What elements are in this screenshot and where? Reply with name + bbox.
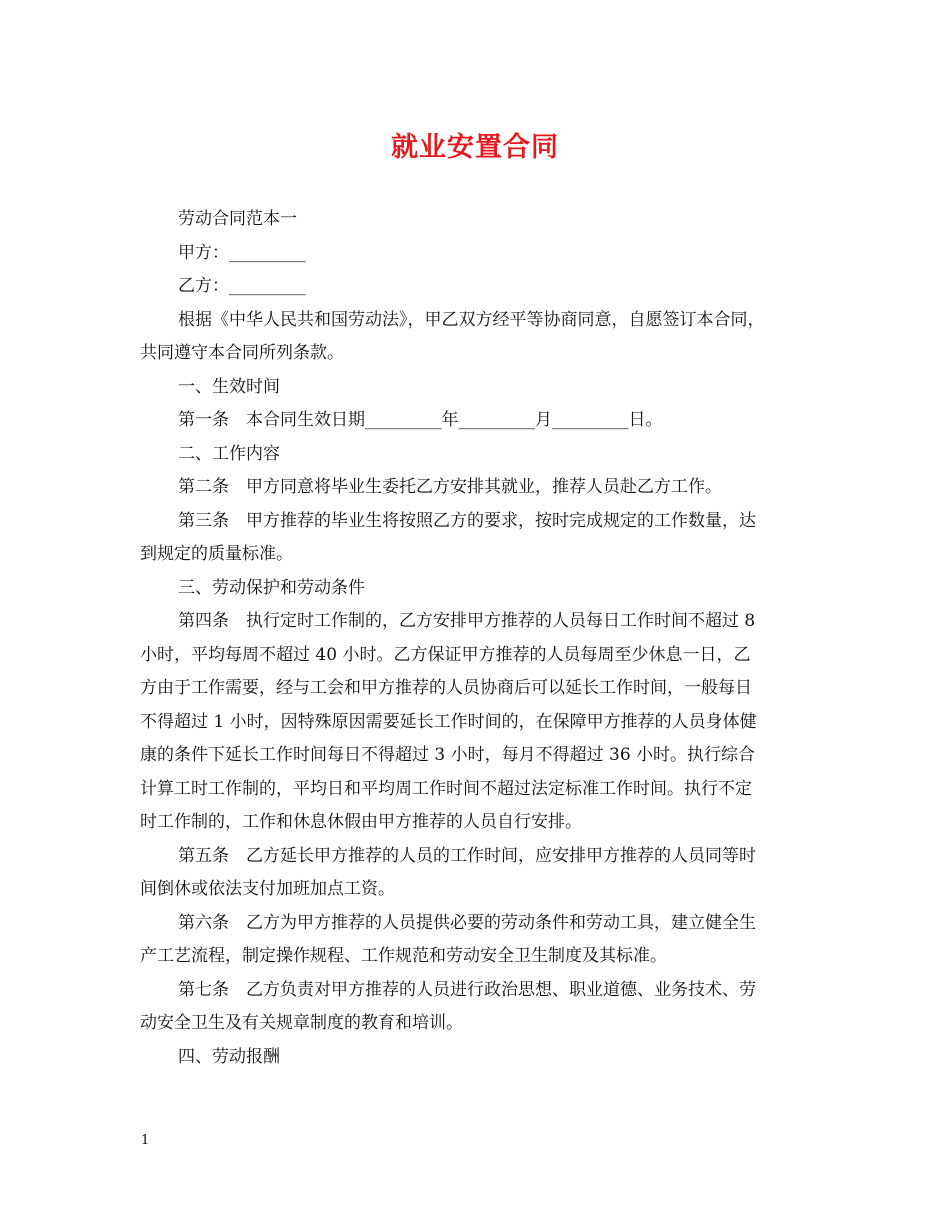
text-line: 方由于工作需要，经与工会和甲方推荐的人员协商后可以延长工作时间，一般每日 xyxy=(140,678,752,698)
text-line: 计算工时工作制的，平均日和平均周工作时间不超过法定标准工作时间。执行不定 xyxy=(140,778,752,799)
text-line: 一、生效时间 xyxy=(178,376,280,397)
text-line: 康的条件下延长工作时间每日不得超过 3 小时，每月不得超过 36 小时。执行综合 xyxy=(140,745,756,765)
text-line: 甲方：_________ xyxy=(178,242,306,263)
text-line: 根据《中华人民共和国劳动法》，甲乙双方经平等协商同意，自愿签订本合同， xyxy=(178,309,765,330)
text-line: 乙方：_________ xyxy=(178,276,306,296)
text-line: 共同遵守本合同所列条款。 xyxy=(140,343,344,363)
text-line: 到规定的质量标准。 xyxy=(140,544,293,564)
text-line: 第三条 甲方推荐的毕业生将按照乙方的要求，按时完成规定的工作数量，达 xyxy=(178,510,756,531)
text-line: 第二条 甲方同意将毕业生委托乙方安排其就业，推荐人员赴乙方工作。 xyxy=(178,477,722,497)
text-line: 第四条 执行定时工作制的，乙方安排甲方推荐的人员每日工作时间不超过 8 xyxy=(178,611,756,631)
text-line: 不得超过 1 小时，因特殊原因需要延长工作时间的，在保障甲方推荐的人员身体健 xyxy=(140,711,757,732)
text-line: 第六条 乙方为甲方推荐的人员提供必要的劳动条件和劳动工具，建立健全生 xyxy=(178,912,756,933)
text-line: 小时，平均每周不超过 40 小时。乙方保证甲方推荐的人员每周至少休息一日，乙 xyxy=(140,644,751,665)
text-line: 劳动合同范本一 xyxy=(178,209,297,229)
text-line: 第一条 本合同生效日期_________年_________月_________日。 xyxy=(178,410,663,430)
text-line: 第五条 乙方延长甲方推荐的人员的工作时间，应安排甲方推荐的人员同等时 xyxy=(178,845,756,866)
document-body xyxy=(140,203,812,1074)
text-line: 产工艺流程，制定操作规程、工作规范和劳动安全卫生制度及其标准。 xyxy=(140,946,667,966)
text-line: 间倒休或依法支付加班加点工资。 xyxy=(140,879,395,899)
document-title: 就业安置合同 xyxy=(391,132,559,163)
text-line: 动安全卫生及有关规章制度的教育和培训。 xyxy=(140,1013,463,1033)
text-line: 时工作制的，工作和休息休假由甲方推荐的人员自行安排。 xyxy=(140,812,582,832)
page-number: 1 xyxy=(141,1133,150,1148)
text-line: 第七条 乙方负责对甲方推荐的人员进行政治思想、职业道德、业务技术、劳 xyxy=(178,979,756,1000)
text-line: 二、工作内容 xyxy=(178,443,280,464)
text-line: 四、劳动报酬 xyxy=(178,1046,280,1067)
text-line: 三、劳动保护和劳动条件 xyxy=(178,577,365,598)
